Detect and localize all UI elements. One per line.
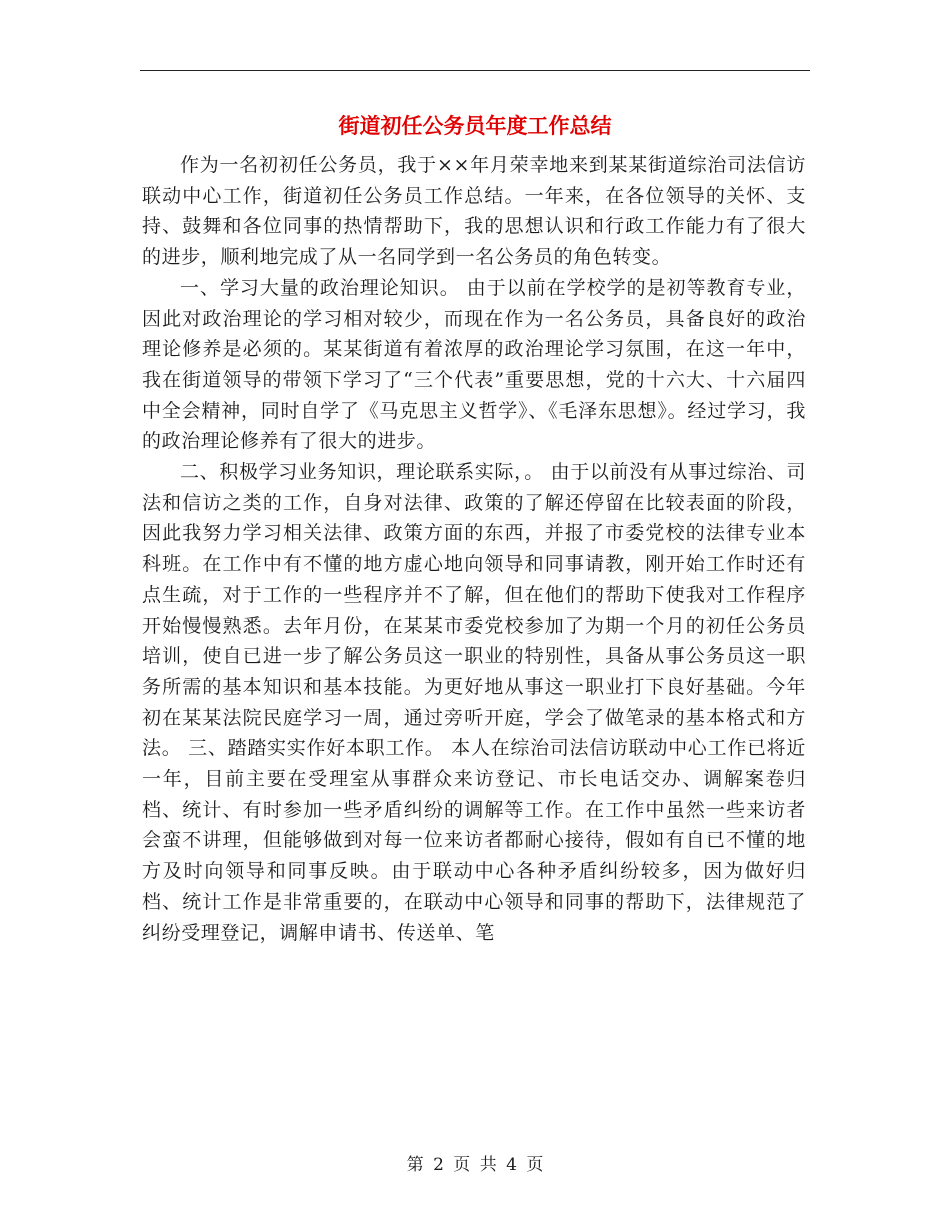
footer-page-word: 页 [453, 1155, 471, 1175]
footer-total-pages: 4 [506, 1155, 517, 1175]
paragraph-business-study: 二、积极学习业务知识，理论联系实际，。 由于以前没有从事过综治、司法和信访之类的工作，自身对法律、政策的了解还停留在比较表面的阶段，因此我努力学习相关法律、政策方面的东西，并报了市委党校的法律专业本科班。在工作中有不懂的地方虚心地向领导和同事请教，刚开始工作时还有点生疏，对于工作的一些程序并不了解，但在他们的帮助下使我对工作程序开始慢慢熟悉。去年月份，在某某市委党校参加了为期一个月的初任公务员培训，使自已进一步了解公务员这一职业的特别性，具备从事公务员这一职务所需的基本知识和基本技能。为更好地从事这一职业打下良好基础。今年初在某某法院民庭学习一周，通过旁听开庭，学会了做笔录的基本格式和方法。 三、踏踏实实作好本职工作。 本人在综治司法信访联动中心工作已将近一年，目前主要在受理室从事群众来访登记、市长电话交办、调解案卷归档、统计、有时参加一些矛盾纠纷的调解等工作。在工作中虽然一些来访者会蛮不讲理，但能够做到对每一位来访者都耐心接待，假如有自已不懂的地方及时向领导和同事反映。由于联动中心各种矛盾纠纷较多，因为做好归档、统计工作是非常重要的，在联动中心领导和同事的帮助下，法律规范了纠纷受理登记，调解申请书、传送单、笔 [142, 461, 806, 944]
header-rule [140, 70, 810, 71]
footer-current-page: 2 [433, 1155, 444, 1175]
paragraph-political-study: 一、学习大量的政治理论知识。 由于以前在学校学的是初等教育专业，因此对政治理论的学习相对较少，而现在作为一名公务员，具备良好的政治理论修养是必须的。某某街道有着浓厚的政治理论学习氛围，在这一年中，我在街道领导的带领下学习了“三个代表”重要思想，党的十六大、十六届四中全会精神，同时自学了《马克思主义哲学》、《毛泽东思想》。经过学习，我的政治理论修养有了很大的进步。 [142, 276, 806, 453]
page-footer [140, 1153, 810, 1177]
footer-suffix: 页 [526, 1155, 544, 1175]
footer-prefix: 第 [406, 1155, 424, 1175]
paragraph-intro: 作为一名初初任公务员，我于××年月荣幸地来到某某街道综治司法信访联动中心工作，街道初任公务员工作总结。一年来，在各位领导的关怀、支持、鼓舞和各位同事的热情帮助下，我的思想认识和行政工作能力有了很大的进步，顺利地完成了从一名同学到一名公务员的角色转变。 [142, 154, 806, 269]
document-title: 街道初任公务员年度工作总结 [338, 114, 612, 138]
document-body [142, 150, 806, 948]
footer-total-prefix: 共 [479, 1155, 497, 1175]
